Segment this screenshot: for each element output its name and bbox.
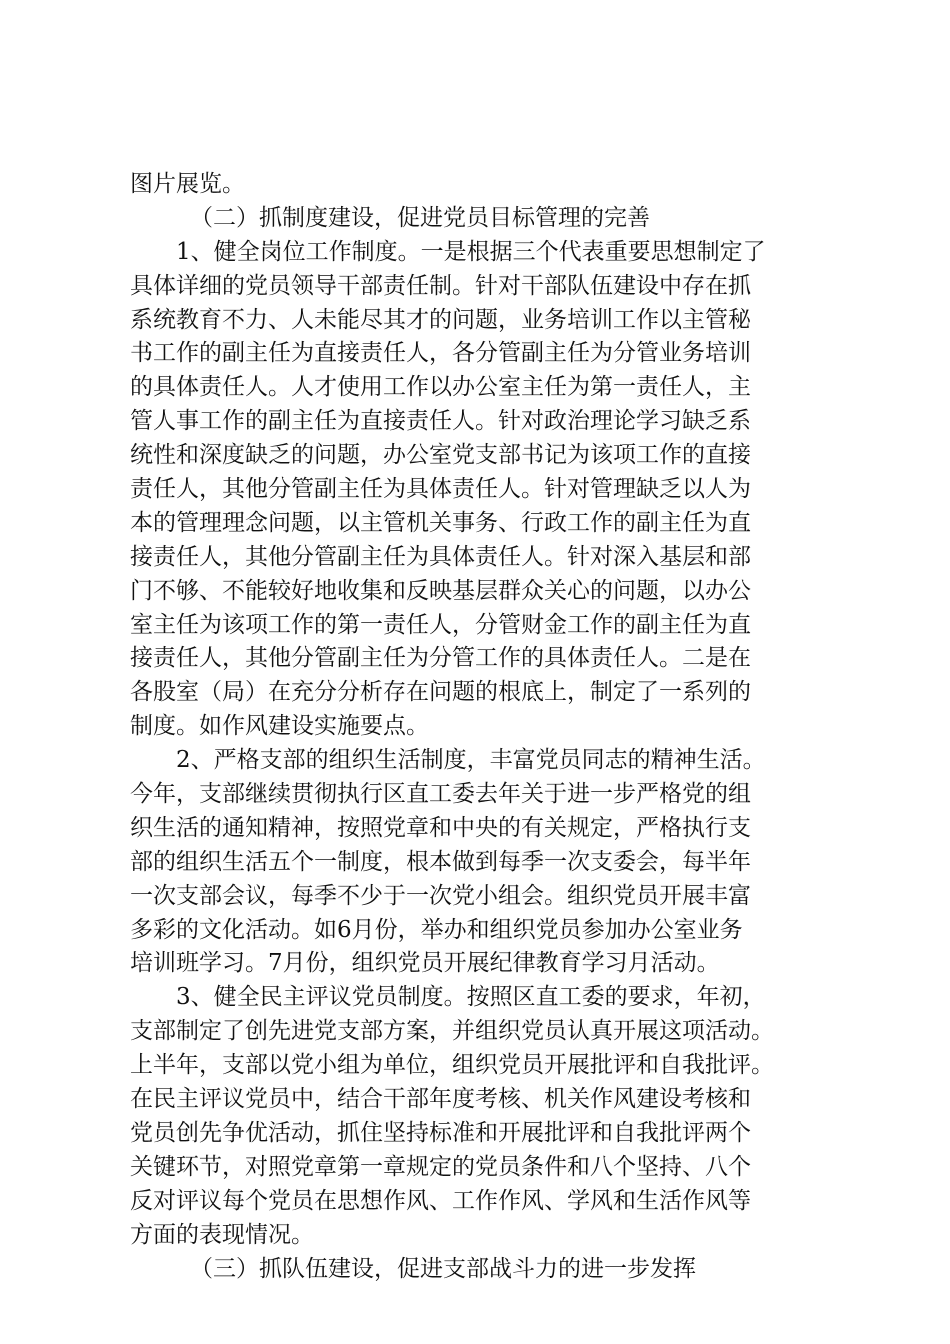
text-line: 系统教育不力、人未能尽其才的问题，业务培训工作以主管秘 <box>130 306 751 333</box>
section-heading: （二）抓制度建设，促进党员目标管理的完善 <box>190 204 650 231</box>
text-line: 织生活的通知精神，按照党章和中央的有关规定，严格执行支 <box>130 814 751 841</box>
text-line: 管人事工作的副主任为直接责任人。针对政治理论学习缺乏系 <box>130 408 751 435</box>
text-line: 各股室（局）在充分分析存在问题的根底上，制定了一系列的 <box>130 679 751 706</box>
text-line: 本的管理理念问题，以主管机关事务、行政工作的副主任为直 <box>130 509 751 536</box>
text-line: 的具体责任人。人才使用工作以办公室主任为第一责任人，主 <box>130 374 751 401</box>
text-line: 支部制定了创先进党支部方案，并组织党员认真开展这项活动。 <box>130 1018 774 1045</box>
text-line: 今年，支部继续贯彻执行区直工委去年关于进一步严格党的组 <box>130 781 751 808</box>
text-line: 书工作的副主任为直接责任人，各分管副主任为分管业务培训 <box>130 340 751 367</box>
document-body <box>130 168 830 1286</box>
text-line: 具体详细的党员领导干部责任制。针对干部队伍建设中存在抓 <box>130 272 751 299</box>
text-line: 2、严格支部的组织生活制度，丰富党员同志的精神生活。 <box>176 747 766 774</box>
text-line: 一次支部会议，每季不少于一次党小组会。组织党员开展丰富 <box>130 882 751 909</box>
text-line: 上半年，支部以党小组为单位，组织党员开展批评和自我批评。 <box>130 1052 774 1079</box>
text-line: 统性和深度缺乏的问题，办公室党支部书记为该项工作的直接 <box>130 442 751 469</box>
text-line: 3、健全民主评议党员制度。按照区直工委的要求，年初， <box>176 984 766 1011</box>
text-line: 制度。如作风建设实施要点。 <box>130 713 429 740</box>
text-line: 接责任人，其他分管副主任为具体责任人。针对深入基层和部 <box>130 543 751 570</box>
text-line: 反对评议每个党员在思想作风、工作作风、学风和生活作风等 <box>130 1187 751 1214</box>
text-line: 培训班学习。7月份，组织党员开展纪律教育学习月活动。 <box>130 950 720 977</box>
text-line: 接责任人，其他分管副主任为分管工作的具体责任人。二是在 <box>130 645 751 672</box>
text-line: 责任人，其他分管副主任为具体责任人。针对管理缺乏以人为 <box>130 476 751 503</box>
text-line: 图片展览。 <box>130 171 245 197</box>
text-line: 1、健全岗位工作制度。一是根据三个代表重要思想制定了 <box>176 238 766 265</box>
section-heading: （三）抓队伍建设，促进支部战斗力的进一步发挥 <box>190 1255 696 1282</box>
text-line: 关键环节，对照党章第一章规定的党员条件和八个坚持、八个 <box>130 1153 751 1180</box>
text-line: 方面的表现情况。 <box>130 1221 314 1248</box>
text-line: 部的组织生活五个一制度，根本做到每季一次支委会，每半年 <box>130 848 751 875</box>
text-line: 党员创先争优活动，抓住坚持标准和开展批评和自我批评两个 <box>130 1119 751 1146</box>
text-line: 在民主评议党员中，结合干部年度考核、机关作风建设考核和 <box>130 1086 751 1113</box>
text-line: 室主任为该项工作的第一责任人，分管财金工作的副主任为直 <box>130 611 751 638</box>
text-line: 多彩的文化活动。如6月份，举办和组织党员参加办公室业务 <box>130 916 743 943</box>
text-line: 门不够、不能较好地收集和反映基层群众关心的问题，以办公 <box>130 577 751 604</box>
